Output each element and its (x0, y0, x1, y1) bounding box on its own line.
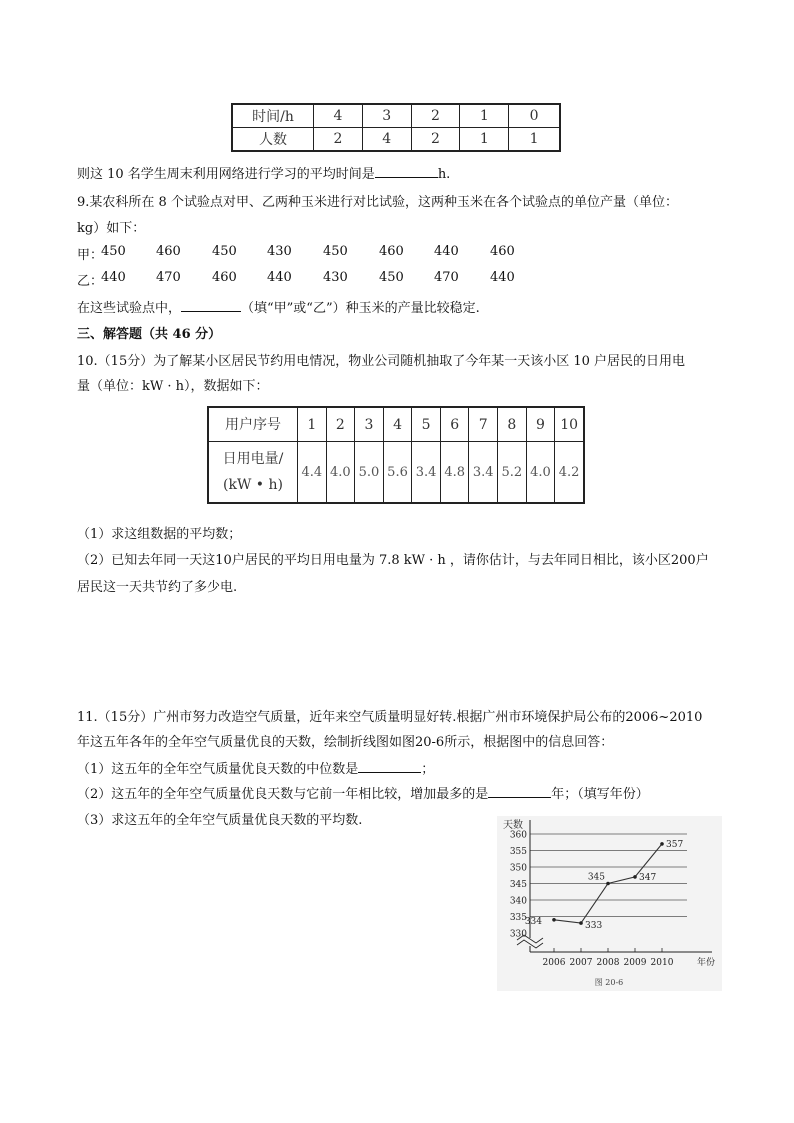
table-header-cell: 时间/h (232, 104, 314, 128)
answer-blank[interactable] (181, 299, 241, 312)
data-point (552, 918, 556, 922)
q10-sub-2-line-2: 居民这一天共节约了多少电. (77, 580, 238, 595)
q11-sub-1 (77, 758, 434, 777)
jia-value: 450 (101, 244, 126, 259)
q11-text: 年；（填写年份） (551, 787, 649, 802)
y-tick-label: 350 (509, 863, 527, 874)
yi-value: 470 (434, 270, 459, 285)
data-label: 347 (639, 872, 657, 883)
section-title: 三、解答题（共 46 分） (77, 327, 222, 342)
yi-value: 440 (490, 270, 515, 285)
table-cell: 4.8 (440, 442, 469, 504)
table-header-cell: 用户序号 (208, 407, 298, 442)
row-label-line: (kW • h) (223, 477, 283, 493)
table-cell: 1 (460, 128, 509, 152)
answer-blank[interactable] (375, 165, 438, 178)
table-cell: 6 (440, 407, 469, 442)
jia-value: 450 (212, 244, 237, 259)
q8-tail-line (77, 163, 450, 182)
data-label: 357 (666, 839, 684, 850)
jia-label: 甲： (77, 248, 104, 263)
q11-text: （1）这五年的全年空气质量优良天数的中位数是 (77, 762, 359, 777)
y-tick-label: 355 (509, 847, 527, 857)
data-label: 333 (585, 921, 603, 932)
yi-value: 470 (156, 270, 181, 285)
q11-text: ； (421, 762, 435, 777)
yi-label: 乙： (77, 274, 104, 289)
q10-line-1: 10.（15分）为了解某小区居民节约用电情况，物业公司随机抽取了今年某一天该小区 10 户居民的日用电 (77, 354, 686, 369)
q11-sub-2 (77, 783, 649, 802)
q9-line-1: 9.某农科所在 8 个试验点对甲、乙两种玉米进行对比试验，这两种玉米在各个试验点的单位产量（单位： (77, 195, 678, 210)
x-tick-label: 2009 (623, 958, 647, 968)
x-tick-label: 2006 (542, 958, 566, 968)
data-label: 345 (587, 872, 605, 883)
x-tick-label: 2008 (596, 958, 620, 968)
table-cell: 3.4 (469, 442, 498, 504)
jia-value: 430 (267, 244, 292, 259)
table-cell: 4 (383, 407, 412, 442)
table-cell: 0 (509, 104, 560, 128)
q10-line-2: 量（单位：kW · h），数据如下： (77, 379, 269, 394)
table-cell: 4.4 (298, 442, 327, 504)
q11-sub-3: （3）求这五年的全年空气质量优良天数的平均数. (77, 813, 363, 828)
y-tick-label: 335 (509, 913, 527, 923)
q10-sub-1: （1）求这组数据的平均数； (77, 527, 242, 542)
table-cell: 3.4 (412, 442, 441, 504)
table-cell: 4 (362, 128, 411, 152)
table-cell: 3 (355, 407, 384, 442)
table-cell: 4.2 (555, 442, 584, 504)
table-cell: 4 (314, 104, 363, 128)
row-label-line: 日用电量/ (222, 451, 284, 467)
table-cell: 2 (411, 104, 460, 128)
q8-unit: h. (437, 167, 451, 182)
jia-value: 460 (379, 244, 404, 259)
q9-text: （填“甲”或“乙”）种玉米的产量比较稳定. (241, 301, 480, 316)
x-tick-label: 2010 (650, 958, 674, 968)
table-cell: 1 (460, 104, 509, 128)
table-cell: 7 (469, 407, 498, 442)
table-cell: 9 (526, 407, 555, 442)
electricity-table (207, 406, 585, 504)
yi-value: 430 (323, 270, 348, 285)
x-axis-title: 年份 (697, 958, 716, 968)
table-cell: 5.6 (383, 442, 412, 504)
jia-value: 450 (323, 244, 348, 259)
x-tick-label: 2007 (569, 958, 593, 968)
jia-value: 440 (434, 244, 459, 259)
table-cell: 2 (314, 128, 363, 152)
y-tick-label: 330 (509, 929, 527, 940)
yi-value: 440 (101, 270, 126, 285)
data-point (606, 882, 610, 886)
table-cell: 10 (555, 407, 584, 442)
y-tick-label: 345 (509, 880, 527, 890)
table-row-label: 人数 (232, 128, 314, 152)
y-tick-label: 340 (509, 896, 527, 907)
q9-text: 在这些试验点中， (77, 301, 182, 316)
study-time-table (231, 103, 561, 152)
table-cell: 4.0 (326, 442, 355, 504)
yi-value: 450 (379, 270, 404, 285)
table-cell: 4.0 (526, 442, 555, 504)
table-cell: 5.0 (355, 442, 384, 504)
answer-blank[interactable] (358, 760, 421, 773)
jia-value: 460 (490, 244, 515, 259)
table-cell: 1 (509, 128, 560, 152)
chart-svg (497, 816, 722, 991)
q11-line-1: 11.（15分）广州市努力改造空气质量，近年来空气质量明显好转.根据广州市环境保护局公布的2006~2010 (77, 710, 703, 725)
air-quality-line-chart (497, 816, 722, 991)
q8-text: 则这 10 名学生周末利用网络进行学习的平均时间是 (77, 167, 375, 182)
table-cell: 5 (412, 407, 441, 442)
q10-sub-2-line-1: （2）已知去年同一天这10户居民的平均日用电量为 7.8 kW · h ，请你估计，与去年同日相比，该小区200户 (77, 553, 709, 568)
data-point (633, 875, 637, 879)
q9-line-5 (77, 297, 480, 316)
table-cell: 2 (326, 407, 355, 442)
yi-value: 440 (267, 270, 292, 285)
data-point (660, 842, 664, 846)
jia-value: 460 (156, 244, 181, 259)
table-cell: 3 (362, 104, 411, 128)
data-label: 334 (524, 916, 542, 927)
q11-line-2: 年这五年各年的全年空气质量优良的天数，绘制折线图如图20-6所示，根据图中的信息回答： (77, 735, 614, 750)
yi-value: 460 (212, 270, 237, 285)
table-cell: 8 (498, 407, 527, 442)
y-axis-title: 天数 (503, 820, 523, 831)
table-row-label (208, 442, 298, 504)
table-cell: 1 (298, 407, 327, 442)
figure-caption: 图 20-6 (594, 978, 624, 987)
table-cell: 5.2 (498, 442, 527, 504)
answer-blank[interactable] (488, 785, 551, 798)
q11-text: （2）这五年的全年空气质量优良天数与它前一年相比较，增加最多的是 (77, 787, 489, 802)
table-cell: 2 (411, 128, 460, 152)
y-tick-label: 360 (509, 830, 527, 841)
data-point (579, 921, 583, 925)
q9-line-2: kg）如下： (77, 221, 146, 236)
